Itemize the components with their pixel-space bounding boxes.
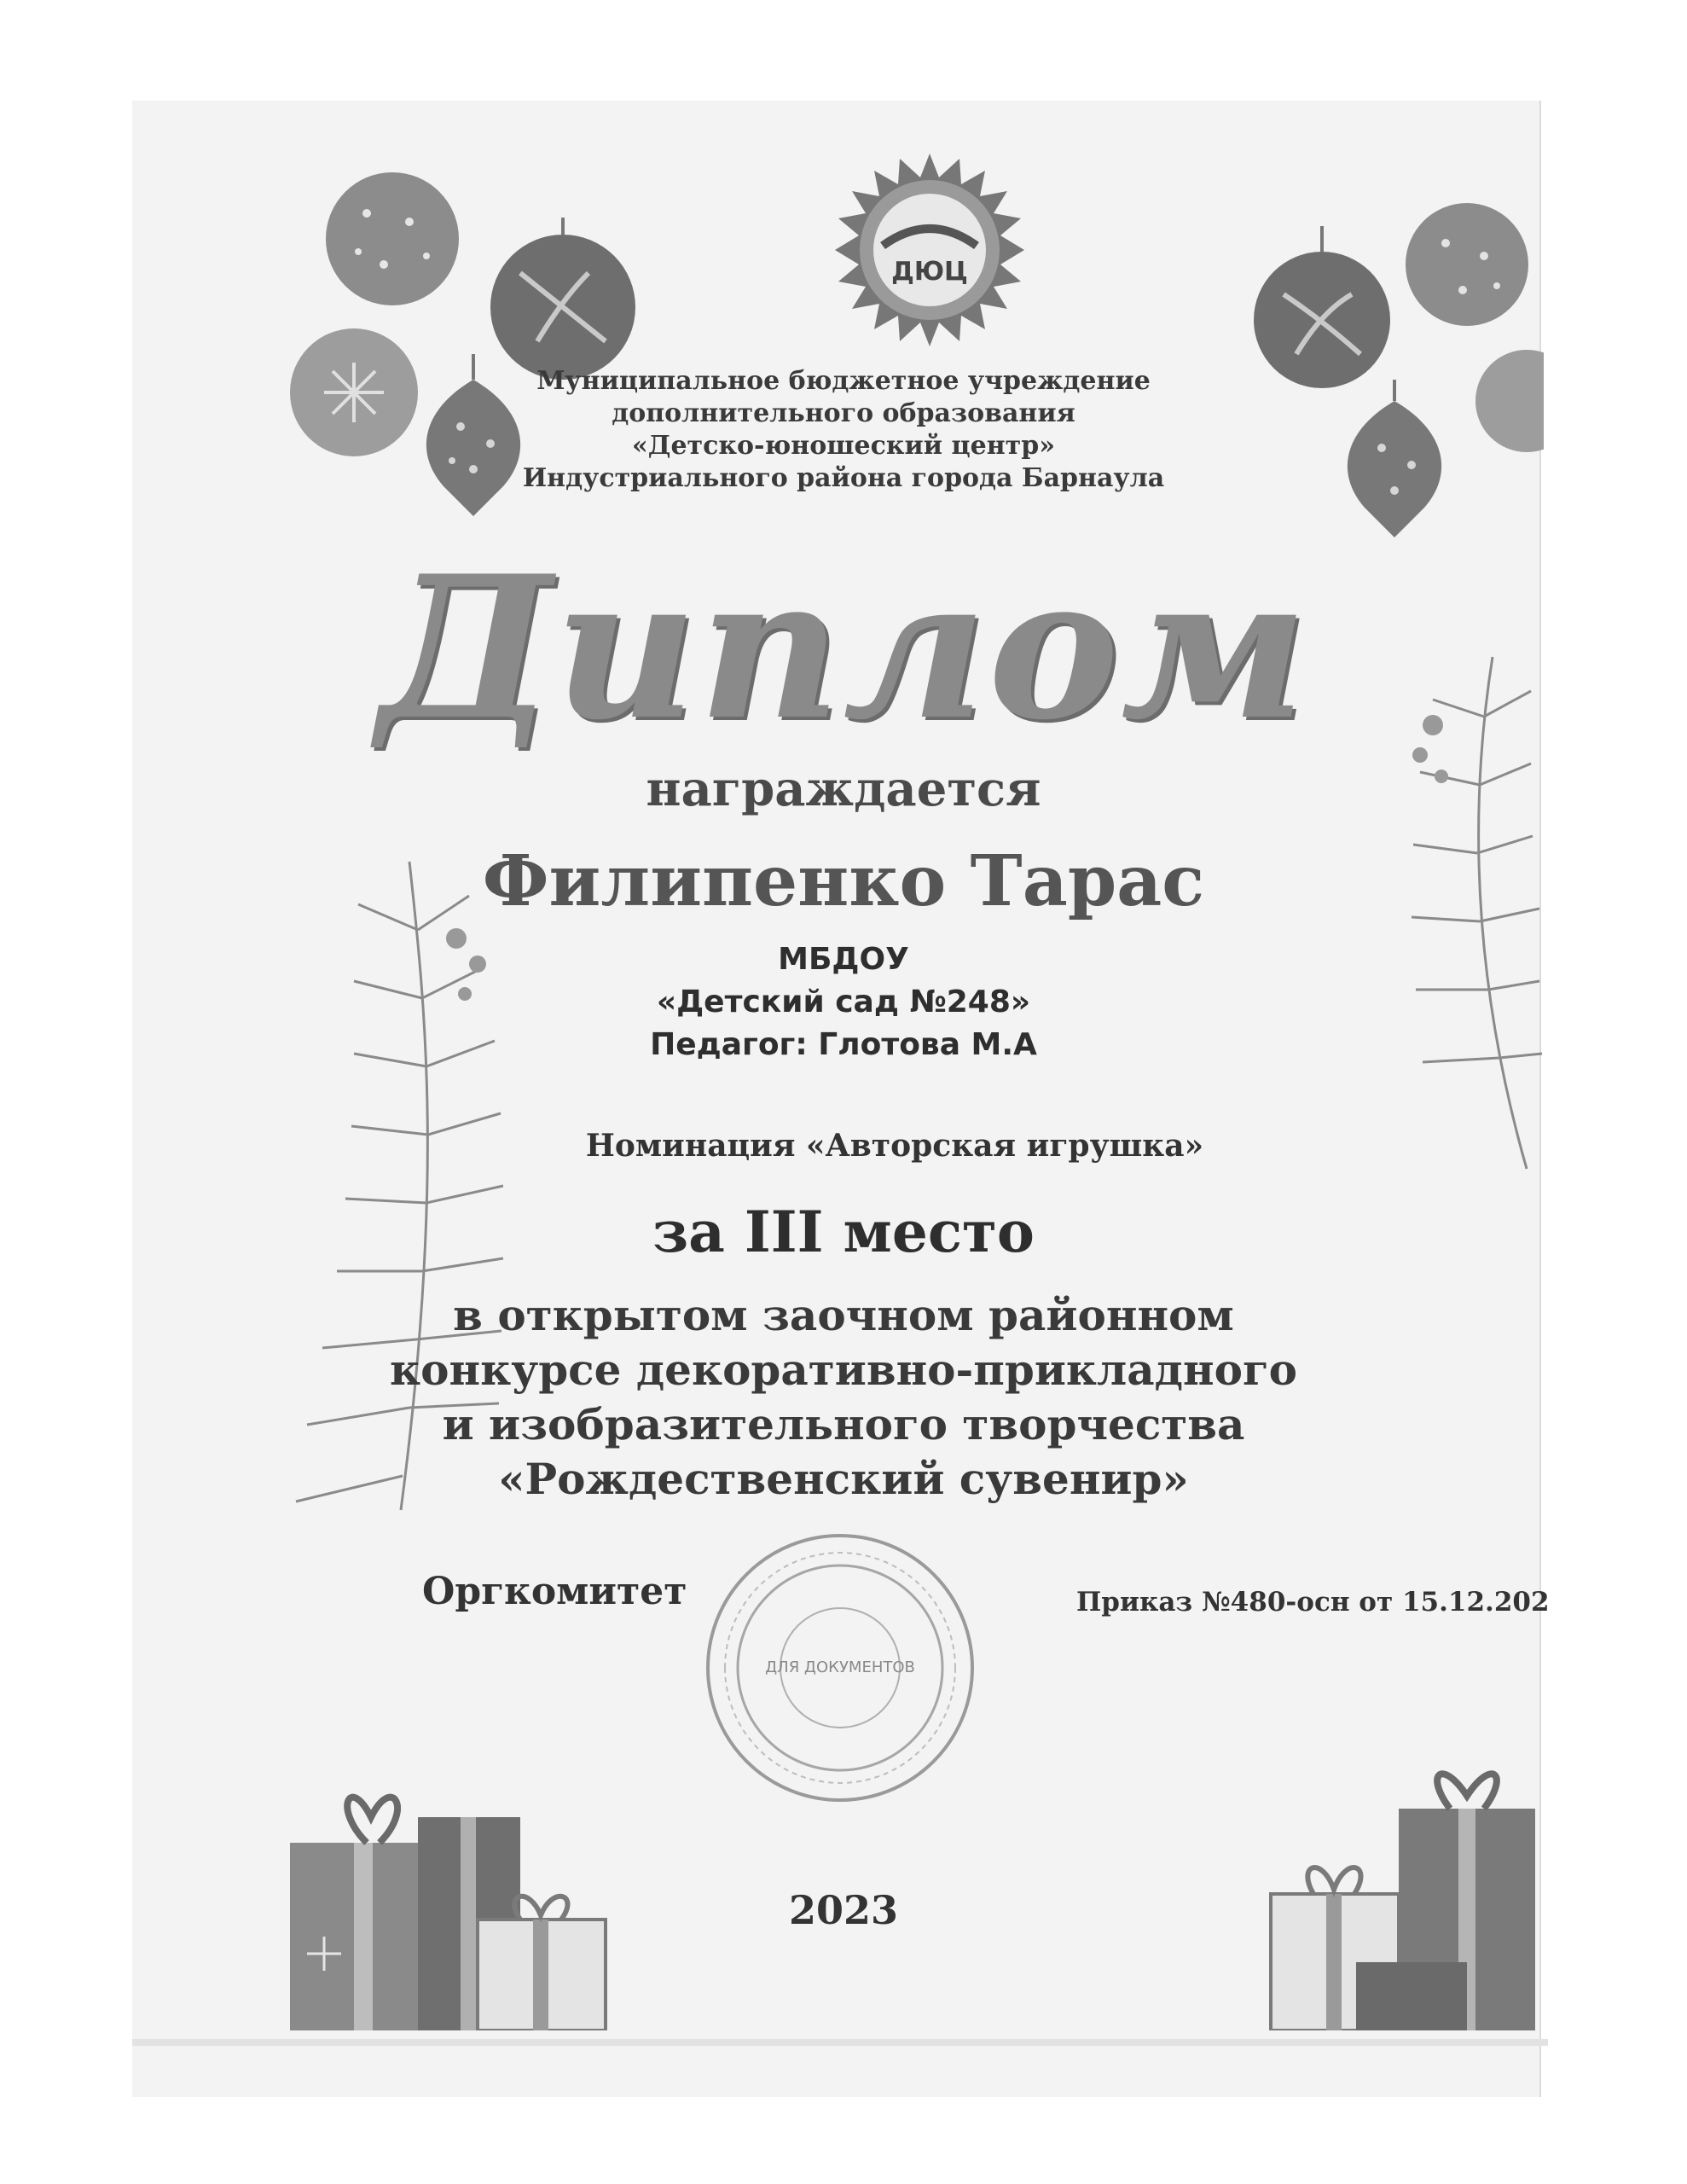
orgcommittee-label: Оргкомитет <box>422 1570 687 1613</box>
school-teacher: Педагог: Глотова М.А <box>650 1027 1037 1062</box>
school-line-2: «Детский сад №248» <box>656 985 1031 1019</box>
gifts-bottom-left <box>273 1740 674 2030</box>
recipient-name: Филипенко Тарас <box>482 840 1205 922</box>
school-block <box>0 938 1687 1066</box>
organization-line-2: дополнительного образования <box>612 398 1075 428</box>
nomination: Номинация «Авторская игрушка» <box>585 1128 1204 1164</box>
logo-abbr: ДЮЦ <box>891 257 968 287</box>
contest-line-2: конкурсе декоративно-прикладного <box>390 1345 1297 1395</box>
dyuts-logo <box>832 152 1028 348</box>
order-number: Приказ №480-осн от 15.12.202 <box>1076 1587 1550 1618</box>
diploma-title: Диплом <box>378 533 1309 764</box>
organization-line-3: «Детско-юношеский центр» <box>632 431 1055 461</box>
organization-line-4: Индустриального района города Барнаула <box>522 463 1165 493</box>
year: 2023 <box>788 1887 899 1933</box>
contest-description <box>0 1288 1687 1507</box>
awarded-label: награждается <box>646 761 1041 817</box>
contest-line-1: в открытом заочном районном <box>453 1290 1234 1340</box>
place: за III место <box>652 1199 1035 1265</box>
school-line-1: МБДОУ <box>778 942 909 977</box>
seal-center-text: ДЛЯ ДОКУМЕНТОВ <box>765 1658 915 1676</box>
contest-line-4: «Рождественский сувенир» <box>498 1454 1189 1504</box>
organization-line-1: Муниципальное бюджетное учреждение <box>536 366 1151 396</box>
round-seal <box>699 1527 981 1809</box>
scan-edge <box>132 2039 1548 2046</box>
organization-header <box>0 365 1687 495</box>
contest-line-3: и изобразительного творчества <box>442 1399 1245 1449</box>
